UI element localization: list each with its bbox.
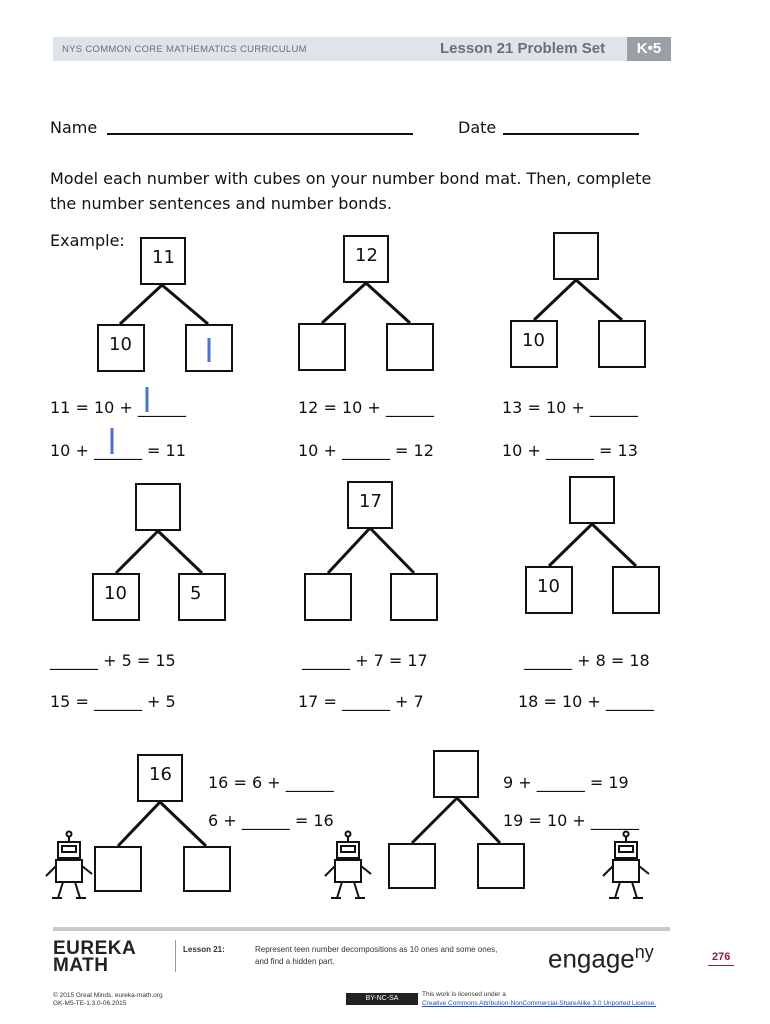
bond-part-box[interactable] (304, 573, 352, 621)
engage-text: engage (548, 943, 635, 974)
bond-part-value: 10 (522, 330, 545, 351)
bond-part-box[interactable] (92, 573, 140, 621)
footer-divider (53, 927, 670, 931)
bond-part-box[interactable] (390, 573, 438, 621)
footer-lesson-desc-1: Represent teen number decompositions as 10 ones and some ones, (255, 945, 498, 954)
bond-whole-box[interactable] (137, 754, 183, 802)
equation: 19 = 10 + ______ (503, 811, 639, 830)
bond-part-box[interactable] (185, 324, 233, 372)
equation: 13 = 10 + ______ (502, 398, 638, 417)
equation: 12 = 10 + ______ (298, 398, 434, 417)
equation: 18 = 10 + ______ (518, 692, 654, 711)
bond-whole-value: 12 (355, 245, 378, 266)
bond-whole-value: 11 (152, 247, 175, 268)
bond-whole-value: 16 (149, 764, 172, 785)
curriculum-title: NYS COMMON CORE MATHEMATICS CURRICULUM (62, 44, 307, 55)
equation: ______ + 7 = 17 (302, 651, 428, 670)
equation: 10 + ______ = 11 (50, 441, 186, 460)
license-text: This work is licensed under a (422, 991, 506, 998)
bond-part-box[interactable] (97, 324, 145, 372)
bond-whole-box[interactable] (569, 476, 615, 524)
equation: 9 + ______ = 19 (503, 773, 629, 792)
bond-part-box[interactable] (298, 323, 346, 371)
page-number: 276 (708, 951, 734, 966)
bond-whole-box[interactable] (135, 483, 181, 531)
bond-whole-box[interactable] (343, 235, 389, 283)
instructions-line-2: the number sentences and number bonds. (50, 194, 392, 213)
robot-icon (46, 832, 92, 899)
robot-icon (603, 832, 649, 899)
bond-part-value: 5 (190, 583, 202, 604)
bond-part-box[interactable] (525, 566, 573, 614)
eureka-math-logo (53, 940, 136, 974)
footer-lesson-label: Lesson 21: (183, 945, 225, 954)
equation: 11 = 10 + ______ (50, 398, 186, 417)
bond-whole-box[interactable] (433, 750, 479, 798)
example-label: Example: (50, 231, 125, 250)
date-label: Date (458, 118, 497, 137)
equation: 6 + ______ = 16 (208, 811, 334, 830)
bond-part-box[interactable] (477, 843, 525, 889)
equation: 10 + ______ = 13 (502, 441, 638, 460)
bond-part-box[interactable] (183, 846, 231, 892)
bond-whole-value: 17 (359, 491, 382, 512)
cc-license-badge: BY-NC-SA (346, 993, 418, 1005)
bond-part-box[interactable] (510, 320, 558, 368)
bond-part-value: 10 (109, 334, 132, 355)
bond-part-box[interactable] (598, 320, 646, 368)
footer-lesson-desc-2: and find a hidden part. (255, 957, 335, 966)
engageny-logo (548, 942, 654, 975)
equation: 16 = 6 + ______ (208, 773, 334, 792)
equation: ______ + 8 = 18 (524, 651, 650, 670)
name-label: Name (50, 118, 98, 137)
bond-whole-box[interactable] (347, 481, 393, 529)
bond-whole-box[interactable] (553, 232, 599, 280)
bond-whole-box[interactable] (140, 237, 186, 285)
lesson-title: Lesson 21 Problem Set (440, 40, 606, 57)
copyright-line-1: © 2015 Great Minds. eureka-math.org (53, 992, 163, 999)
equation: 17 = ______ + 7 (298, 692, 424, 711)
equation: 15 = ______ + 5 (50, 692, 176, 711)
engage-sup: ny (634, 942, 654, 962)
equation: 10 + ______ = 12 (298, 441, 434, 460)
logo-line-2: MATH (53, 955, 109, 976)
instructions-line-1: Model each number with cubes on your number bond mat. Then, complete (50, 169, 652, 188)
footer-separator (175, 940, 176, 972)
copyright-line-2: GK-M5-TE-1.3.0-06.2015 (53, 1000, 127, 1007)
bond-part-value: 10 (104, 583, 127, 604)
bond-part-box[interactable] (612, 566, 660, 614)
robot-icon (325, 832, 371, 899)
bond-part-box[interactable] (178, 573, 226, 621)
license-link[interactable] (422, 1000, 656, 1007)
grade-badge: K•5 (627, 37, 671, 61)
license-link-text[interactable]: Creative Commons Attribution-NonCommercial-ShareAlike 3.0 Unported License. (422, 1000, 657, 1007)
bond-part-value: 10 (537, 576, 560, 597)
bond-part-box[interactable] (386, 323, 434, 371)
bond-part-box[interactable] (388, 843, 436, 889)
logo-line-1: EUREKA (53, 938, 137, 959)
bond-part-box[interactable] (94, 846, 142, 892)
equation: ______ + 5 = 15 (50, 651, 176, 670)
